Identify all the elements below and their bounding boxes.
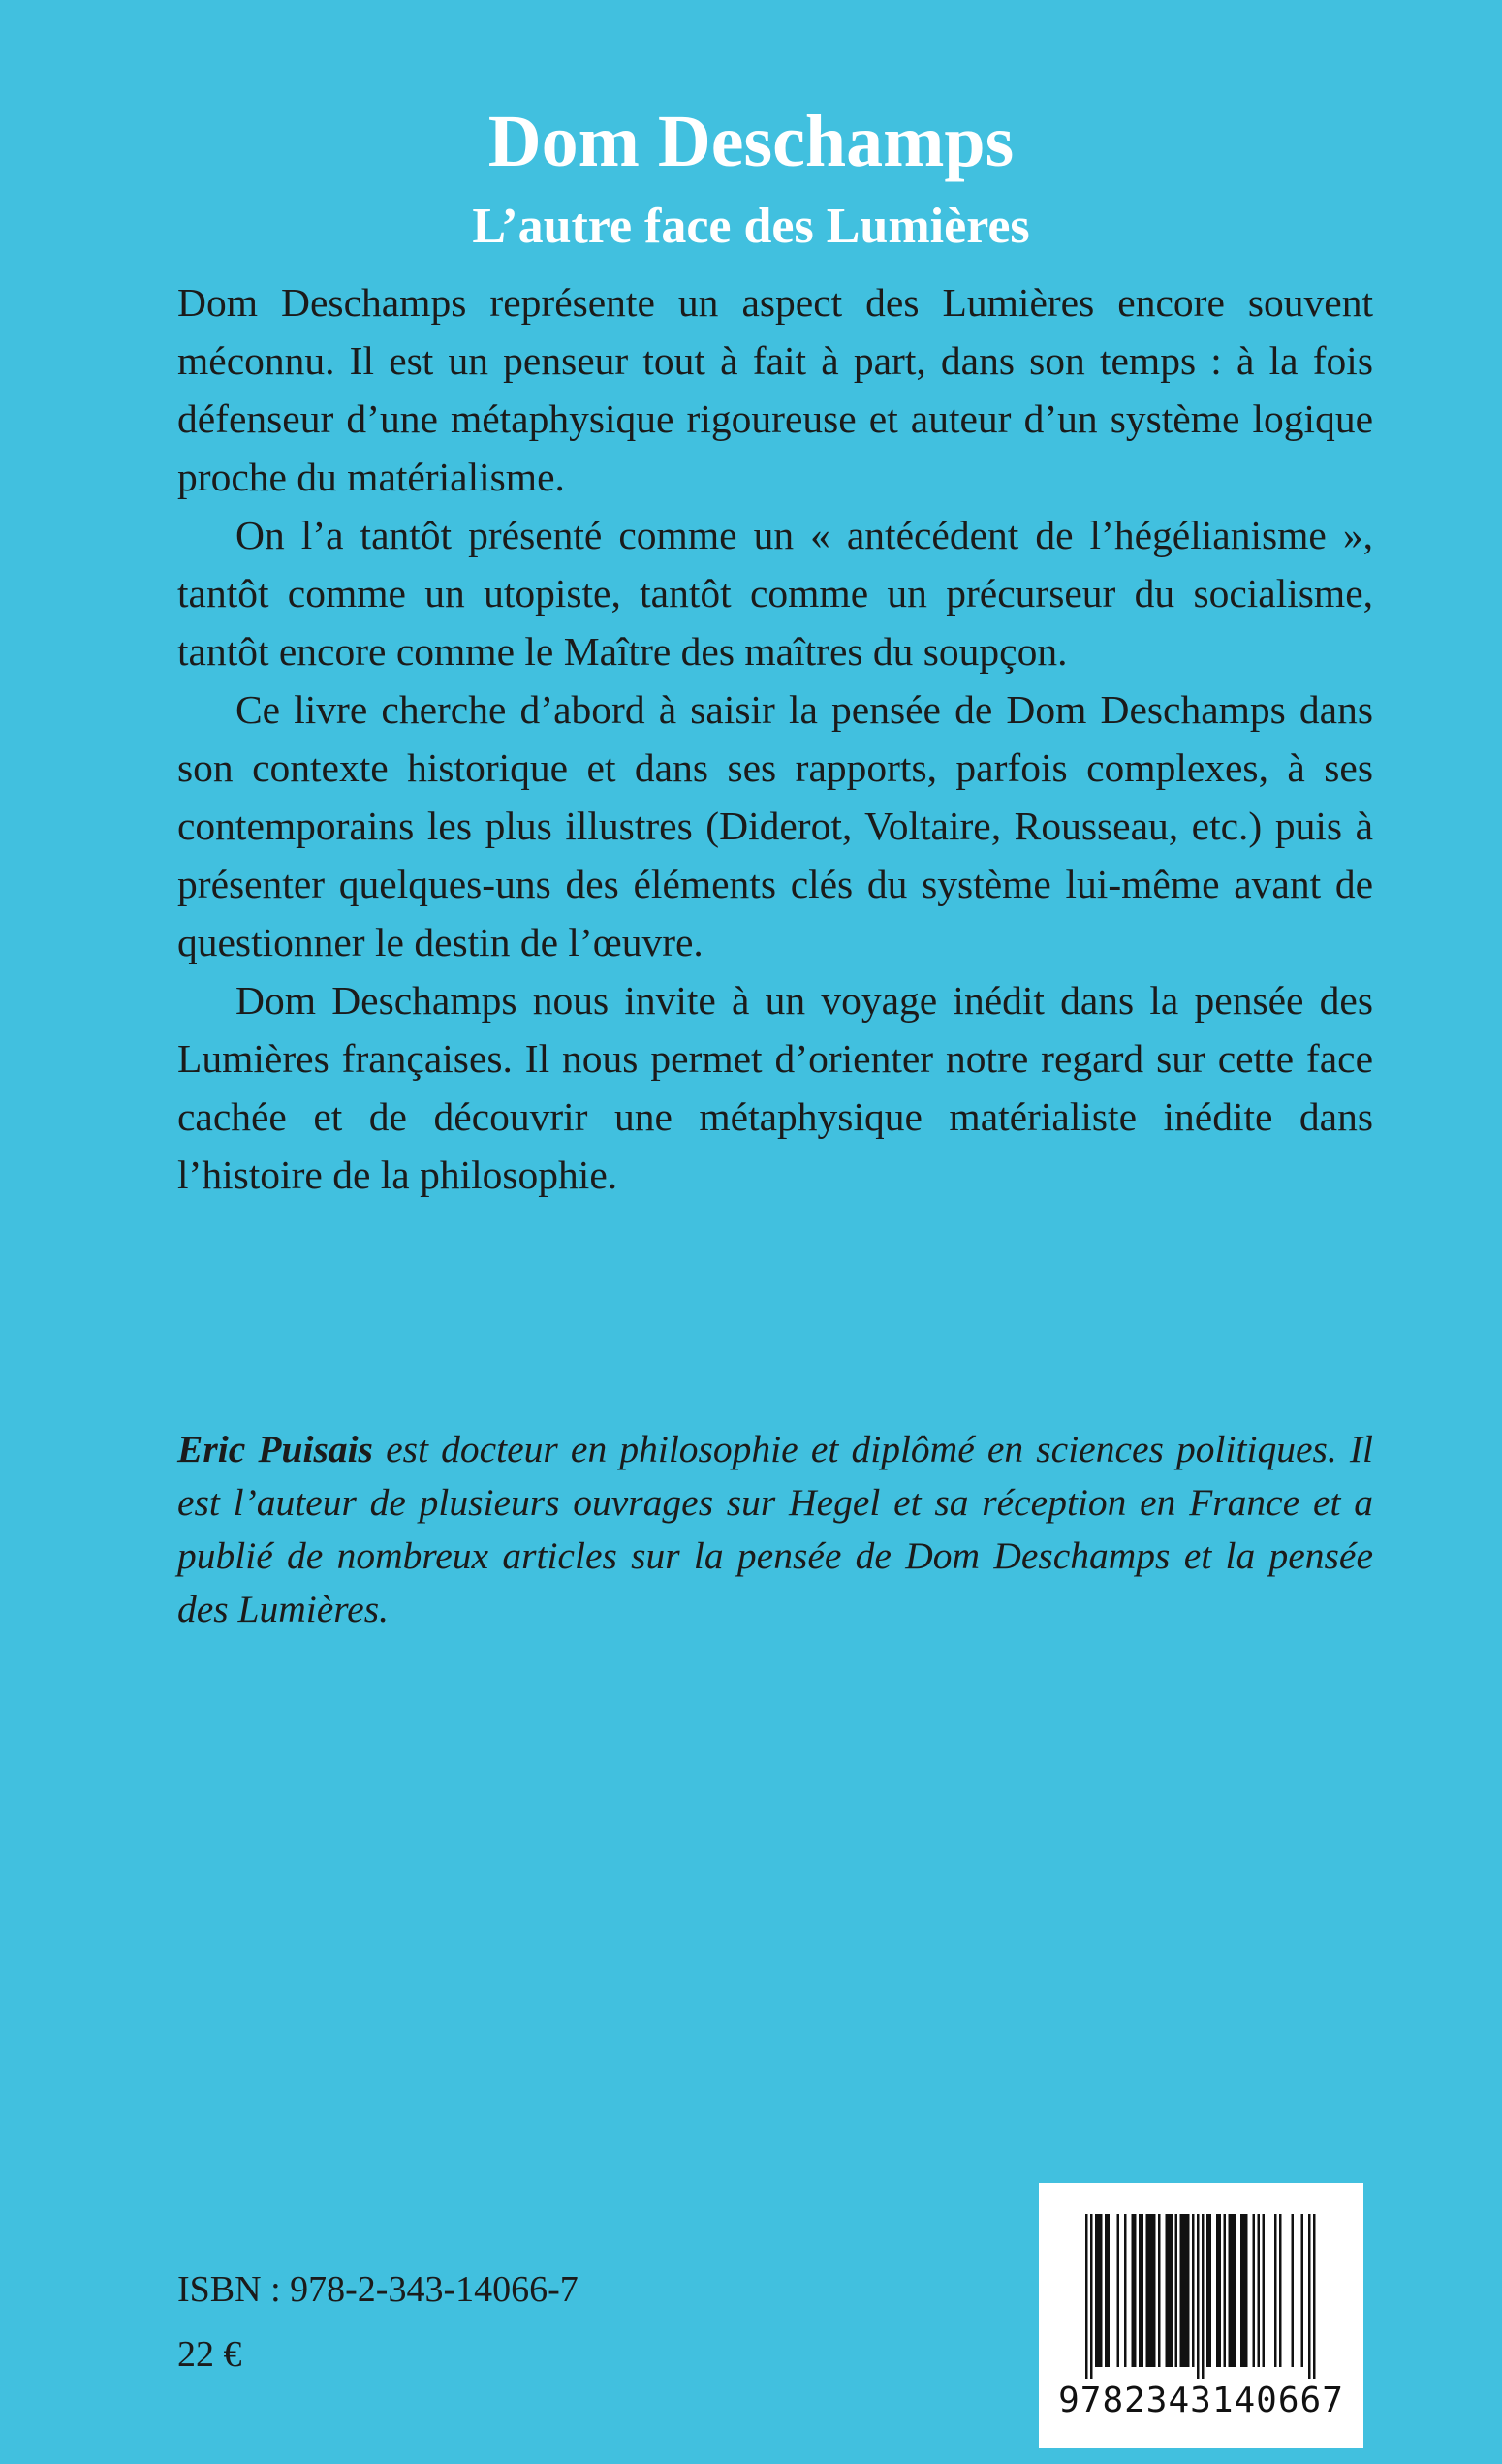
isbn: ISBN : 978-2-343-14066-7 bbox=[177, 2269, 579, 2310]
barcode-bar bbox=[1105, 2214, 1108, 2367]
blurb-paragraph: Dom Deschamps représente un aspect des Lumières encore souvent méconnu. Il est un penseur tout à fait à part, dans son temps : à la fois défenseur d’une métaphysique rigoureuse et auteur d’un système logique proche du matérialisme. bbox=[177, 280, 1373, 499]
barcode bbox=[1039, 2183, 1363, 2448]
barcode-bar bbox=[1187, 2214, 1190, 2367]
barcode-bar bbox=[1292, 2214, 1295, 2367]
barcode-bar bbox=[1142, 2214, 1144, 2367]
barcode-bar bbox=[1234, 2214, 1236, 2367]
barcode-bar bbox=[1192, 2214, 1195, 2367]
barcode-bar bbox=[1090, 2214, 1093, 2379]
barcode-bar bbox=[1182, 2214, 1185, 2367]
barcode-bar bbox=[1301, 2214, 1304, 2367]
barcode-bar bbox=[1202, 2214, 1205, 2379]
barcode-bar bbox=[1148, 2214, 1151, 2367]
barcode-bar bbox=[1263, 2214, 1266, 2367]
barcode-bar bbox=[1132, 2214, 1135, 2367]
author-bio bbox=[177, 1423, 1373, 1636]
barcode-bar bbox=[1206, 2214, 1209, 2367]
barcode-bar bbox=[1216, 2214, 1219, 2367]
book-title: Dom Deschamps bbox=[487, 101, 1015, 182]
barcode-bar bbox=[1158, 2214, 1161, 2367]
blurb-paragraph: On l’a tantôt présenté comme un « antécédent de l’hégélianisme », tantôt comme un utopiste, tantôt comme un précurseur du socialisme, tantôt encore comme le Maître des maîtres du soupçon. bbox=[177, 513, 1373, 674]
barcode-bar bbox=[1151, 2214, 1154, 2367]
barcode-bar bbox=[1171, 2214, 1173, 2367]
author-bio-text: est docteur en philosophie et diplômé en sciences politiques. Il est l’auteur de plusieurs ouvrages sur Hegel et sa réception en France et a publié de nombreux articles sur la pensée de Dom Deschamps et la pensée des Lumières. bbox=[177, 1428, 1374, 1630]
book-subtitle: L’autre face des Lumières bbox=[472, 199, 1030, 254]
barcode-bar bbox=[1258, 2214, 1261, 2367]
barcode-bar bbox=[1166, 2214, 1169, 2367]
barcode-bar bbox=[1245, 2214, 1248, 2367]
barcode-bar bbox=[1240, 2214, 1243, 2367]
barcode-bar bbox=[1146, 2214, 1149, 2367]
barcode-bar bbox=[1095, 2214, 1098, 2367]
barcode-bar bbox=[1139, 2214, 1142, 2367]
barcode-bar bbox=[1274, 2214, 1277, 2367]
blurb bbox=[177, 273, 1373, 1204]
barcode-bar bbox=[1308, 2214, 1311, 2379]
barcode-bar bbox=[1219, 2214, 1222, 2367]
barcode-bar bbox=[1175, 2214, 1178, 2367]
barcode-bar bbox=[1098, 2214, 1101, 2367]
barcode-bar bbox=[1231, 2214, 1234, 2367]
blurb-paragraph: Ce livre cherche d’abord à saisir la pensée de Dom Deschamps dans son contexte historique et dans ses rapports, parfois complexes, à ses contemporains les plus illustres (Diderot, Voltaire, Rousseau, etc.) puis à présenter quelques-uns des éléments clés du système lui-même avant de questionner le destin de l’œuvre. bbox=[177, 687, 1373, 964]
barcode-bar bbox=[1224, 2214, 1227, 2367]
barcode-bar bbox=[1253, 2214, 1256, 2367]
barcode-bar bbox=[1313, 2214, 1316, 2379]
barcode-bar bbox=[1100, 2214, 1103, 2367]
barcode-bar bbox=[1117, 2214, 1120, 2367]
barcode-bar bbox=[1108, 2214, 1111, 2367]
blurb-paragraph: Dom Deschamps nous invite à un voyage inédit dans la pensée des Lumières françaises. Il nous permet d’orienter notre regard sur cette face cachée et de découvrir une métaphysique matérialiste inédite dans l’histoire de la philosophie. bbox=[177, 978, 1373, 1197]
barcode-bar bbox=[1209, 2214, 1212, 2367]
barcode-bar bbox=[1153, 2214, 1156, 2367]
barcode-bar bbox=[1134, 2214, 1137, 2367]
barcode-bar bbox=[1085, 2214, 1088, 2379]
barcode-bar bbox=[1180, 2214, 1183, 2367]
author-name: Eric Puisais bbox=[177, 1428, 373, 1470]
barcode-digits: 9782343140667 bbox=[1058, 2381, 1344, 2420]
barcode-bar bbox=[1229, 2214, 1232, 2367]
barcode-bar bbox=[1243, 2214, 1246, 2367]
barcode-bar bbox=[1185, 2214, 1188, 2367]
price: 22 € bbox=[177, 2334, 242, 2375]
barcode-bar bbox=[1197, 2214, 1200, 2379]
barcode-bar bbox=[1168, 2214, 1171, 2367]
barcode-bar bbox=[1124, 2214, 1127, 2367]
barcode-bars bbox=[1085, 2214, 1317, 2379]
barcode-bar bbox=[1279, 2214, 1282, 2367]
